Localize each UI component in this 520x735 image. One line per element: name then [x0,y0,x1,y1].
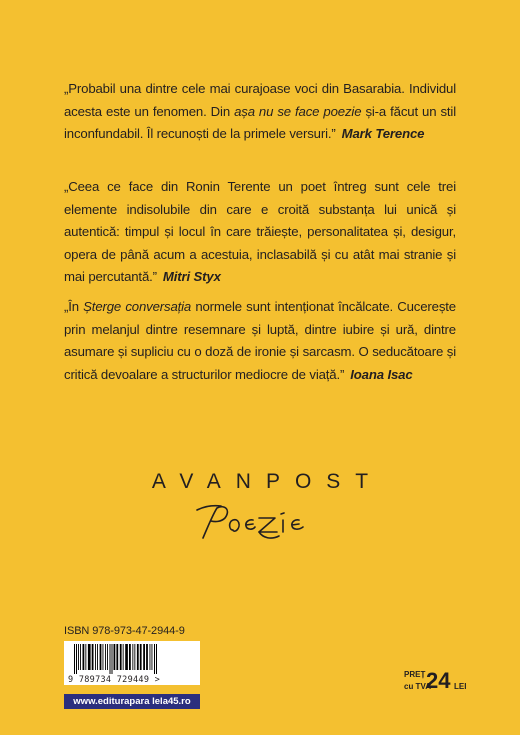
price-currency: LEI [454,682,467,691]
price-vat-label: cu TVA [404,682,431,691]
barcode-bar [146,644,148,670]
barcode-bar [80,644,81,670]
barcode-bar [125,644,128,670]
quote-ioana-isac [64,296,456,386]
barcode-bar [110,644,111,674]
barcode-bar [123,644,124,670]
barcode [64,641,200,685]
barcode-bar [134,644,135,670]
barcode-bar [74,644,75,674]
isbn-label: ISBN 978-973-47-2944-9 [64,625,185,637]
barcode-bar [129,644,131,670]
quote-text: „Ceea ce face din Ronin Terente un poet întreg sunt cele trei elemente indisolubile din care e croită substanța lui unică și autentică: timpul și locul în care trăiește, personalitatea și, desigur, opera de până acum a acestuia, inclasabilă și cu atât mai stranie și mai percutantă.” [64,179,456,284]
barcode-bar [100,644,102,670]
barcode-bar [112,644,113,674]
quote-mark-terence [64,78,456,146]
barcode-bar [150,644,151,670]
barcode-bar [140,644,142,670]
series-name: AVANPOST [151,470,384,493]
barcode-bar [88,644,91,670]
barcode-bar [154,644,155,674]
barcode-bars [68,644,196,674]
barcode-bar [120,644,122,670]
barcode-digits: 9 789734 729449 > [68,675,198,685]
quote-book-title: Șterge conversația [83,299,192,314]
publisher-website: www.editurapara lela45.ro [64,694,200,709]
quote-text-continued: și-a făcut un stil inconfundabil. Îl recunoști de la primele versuri.” [64,103,456,141]
barcode-bar [85,644,86,670]
barcode-bar [132,644,133,670]
quote-author: Mark Terence [341,126,425,141]
barcode-bar [152,644,153,670]
quote-text: „În [64,299,84,314]
price-tag [404,668,467,698]
barcode-bar [83,644,85,670]
barcode-bar [156,644,157,674]
quote-text: „Probabil una dintre cele mai curajoase voci din Basarabia. Individul acesta este un fenomen. Din [64,81,456,119]
barcode-bar [143,644,145,670]
barcode-bar [114,644,116,670]
barcode-bar [103,644,104,670]
barcode-bar [92,644,94,670]
quote-text-continued: normele sunt intenționat încălcate. Cucerește prin melanjul dintre resemnare și luptă, dintre iubire și ură, dintre asumare și supliciu cu o doză de ironie și sarcasm. O seducătoare și critică devoalare a structurilor mediocre de viață.” [64,299,456,382]
barcode-bar [95,644,96,670]
barcode-bar [137,644,139,670]
barcode-bar [107,644,108,670]
quote-mitri-styx [64,176,456,289]
barcode-bar [97,644,98,670]
barcode-bar [116,644,118,670]
quote-author: Mitri Styx [162,269,221,284]
price-label: PREȚ [404,670,426,679]
barcode-bar [78,644,79,670]
poezie-logo [195,500,325,544]
price-value: 24 [426,668,451,693]
quote-book-title: așa nu se face poezie [234,103,362,119]
barcode-bar [76,644,77,674]
barcode-bar [105,644,106,670]
quote-author: Ioana Isac [350,366,413,382]
